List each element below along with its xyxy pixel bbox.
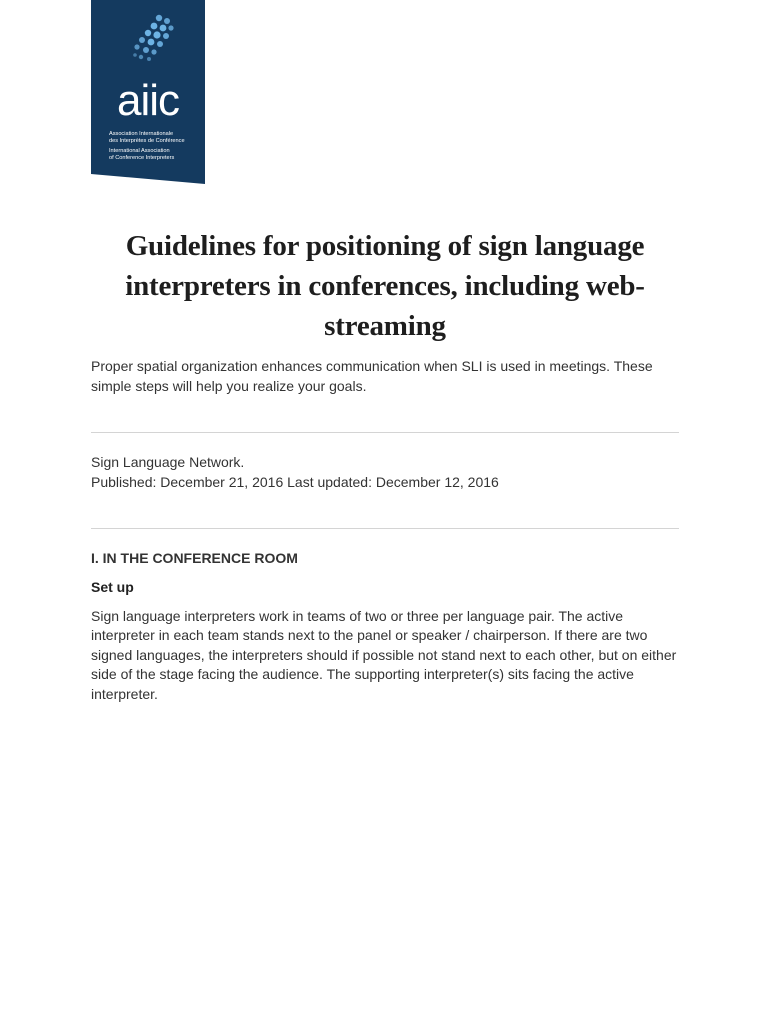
logo-line-4: of Conference Interpreters — [109, 155, 175, 161]
intro-paragraph: Proper spatial organization enhances communication when SLI is used in meetings. These simple steps will help you realize your goals. — [91, 358, 653, 394]
logo-wordmark: aiic — [116, 76, 180, 125]
body-paragraph: Sign language interpreters work in teams of two or three per language pair. The active interpreter in each team stands next to the panel or speaker / chairperson. If there are two signed languages, the interpreters should if possible not stand next to each other, but on either side of the stage facing the audience. The supporting interpreter(s) sits facing the active interpreter. — [91, 608, 677, 702]
logo-line-3: International Association — [109, 148, 170, 154]
subsection-heading: Set up — [91, 579, 134, 595]
divider-bottom — [91, 528, 679, 529]
logo-line-1: Association Internationale — [109, 131, 174, 137]
aiic-logo — [91, 0, 205, 184]
divider-top — [91, 432, 679, 433]
logo-line-2: des Interprètes de Conférence — [109, 138, 185, 144]
publication-info — [91, 453, 679, 492]
section-heading: I. IN THE CONFERENCE ROOM — [91, 550, 298, 566]
author-line: Sign Language Network. — [91, 454, 245, 470]
document-title: Guidelines for positioning of sign language interpreters in conferences, including web-streaming — [125, 230, 645, 342]
dates-line: Published: December 21, 2016 Last updated: December 12, 2016 — [91, 473, 499, 490]
